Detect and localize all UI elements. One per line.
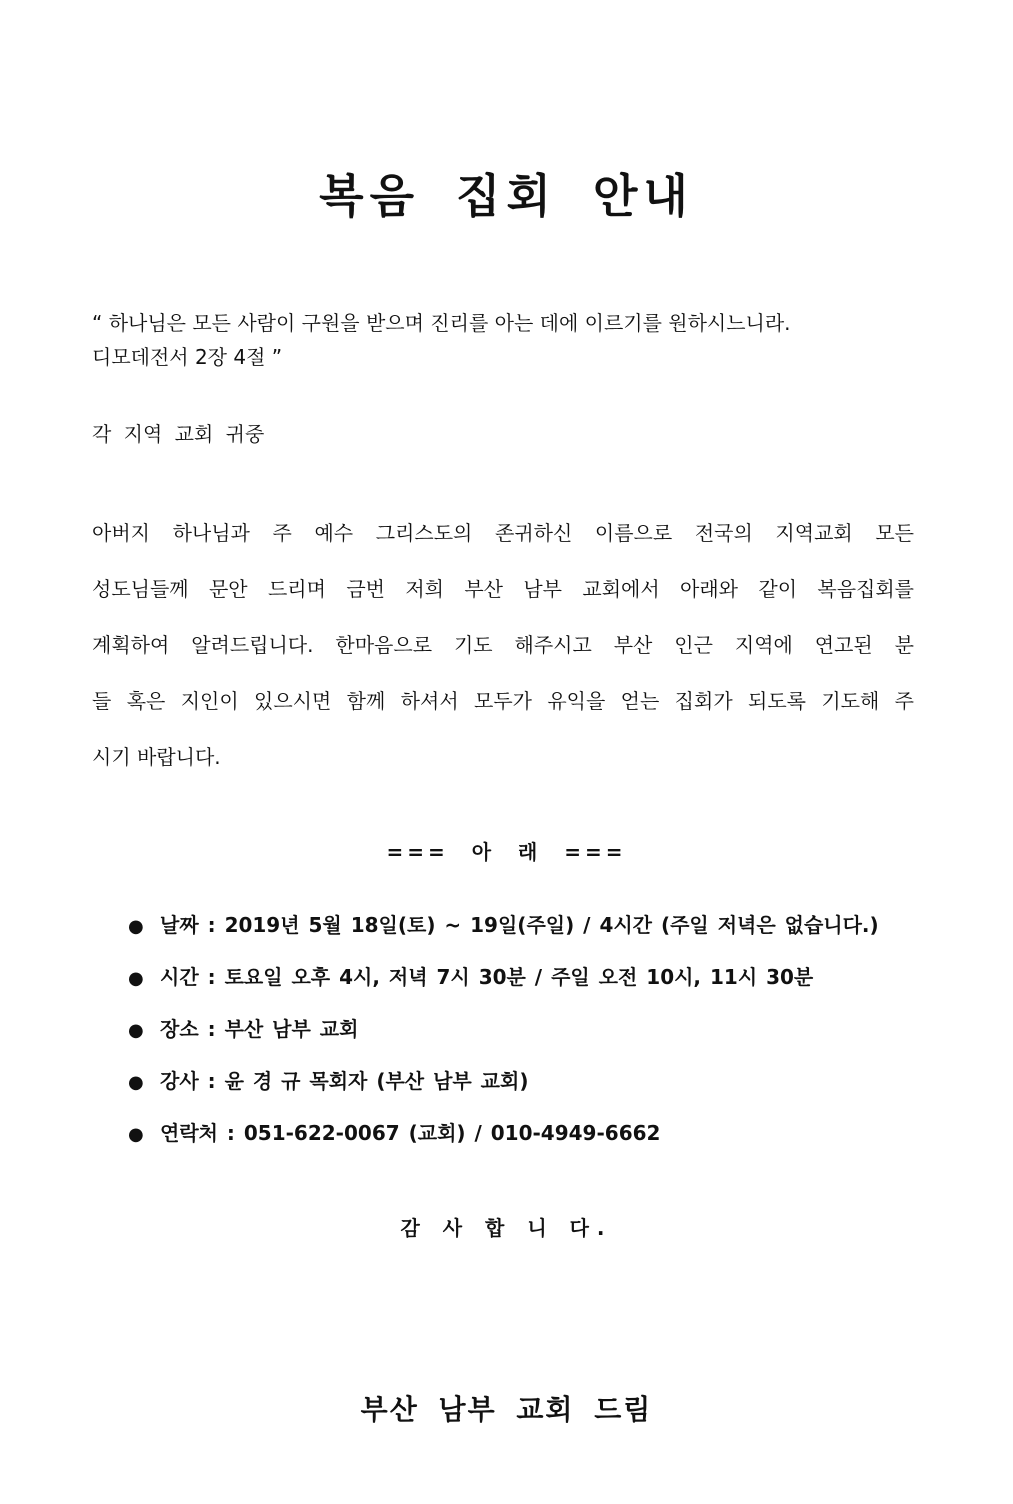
document-title: 복음 집회 안내 (319, 169, 694, 223)
details-list (128, 905, 928, 1165)
recipient-line: 각 지역 교회 귀중 (92, 422, 265, 446)
detail-text: 시간 : 토요일 오후 4시, 저녁 7시 30분 / 주일 오전 10시, 11시 30분 (160, 965, 814, 989)
bullet-icon: ● (128, 916, 144, 937)
body-paragraph (92, 505, 914, 785)
bullet-icon: ● (128, 1072, 144, 1093)
thanks-line: 감 사 합 니 다. (400, 1216, 613, 1240)
body-line: 들 혹은 지인이 있으시면 함께 하셔서 모두가 유익을 얻는 집회가 되도록 기도해 주 (92, 689, 914, 713)
detail-item-time (128, 957, 928, 1009)
detail-text: 장소 : 부산 남부 교회 (160, 1017, 359, 1041)
body-line: 시기 바랍니다. (92, 745, 221, 769)
body-line: 성도님들께 문안 드리며 금번 저희 부산 남부 교회에서 아래와 같이 복음집회를 (92, 577, 914, 601)
quote-reference: 디모데전서 2장 4절 ” (92, 345, 283, 369)
quote-line: “ 하나님은 모든 사람이 구원을 받으며 진리를 아는 데에 이르기를 원하시느니라. (92, 311, 791, 335)
detail-item-date (128, 905, 928, 957)
body-line: 계획하여 알려드립니다. 한마음으로 기도 해주시고 부산 인근 지역에 연고된 분 (92, 633, 914, 657)
detail-item-place (128, 1009, 928, 1061)
detail-text: 날짜 : 2019년 5월 18일(토) ~ 19일(주일) / 4시간 (주일 저녁은 없습니다.) (160, 913, 879, 937)
scripture-quote (92, 306, 922, 374)
body-line: 아버지 하나님과 주 예수 그리스도의 존귀하신 이름으로 전국의 지역교회 모든 (92, 521, 914, 545)
detail-text: 강사 : 윤 경 규 목회자 (부산 남부 교회) (160, 1069, 529, 1093)
detail-item-speaker (128, 1061, 928, 1113)
detail-item-contact (128, 1113, 928, 1165)
bullet-icon: ● (128, 1124, 144, 1145)
section-heading: === 아 래 === (386, 840, 627, 864)
detail-text: 연락처 : 051-622-0067 (교회) / 010-4949-6662 (160, 1121, 661, 1145)
signature: 부산 남부 교회 드림 (360, 1393, 653, 1426)
bullet-icon: ● (128, 968, 144, 989)
bullet-icon: ● (128, 1020, 144, 1041)
